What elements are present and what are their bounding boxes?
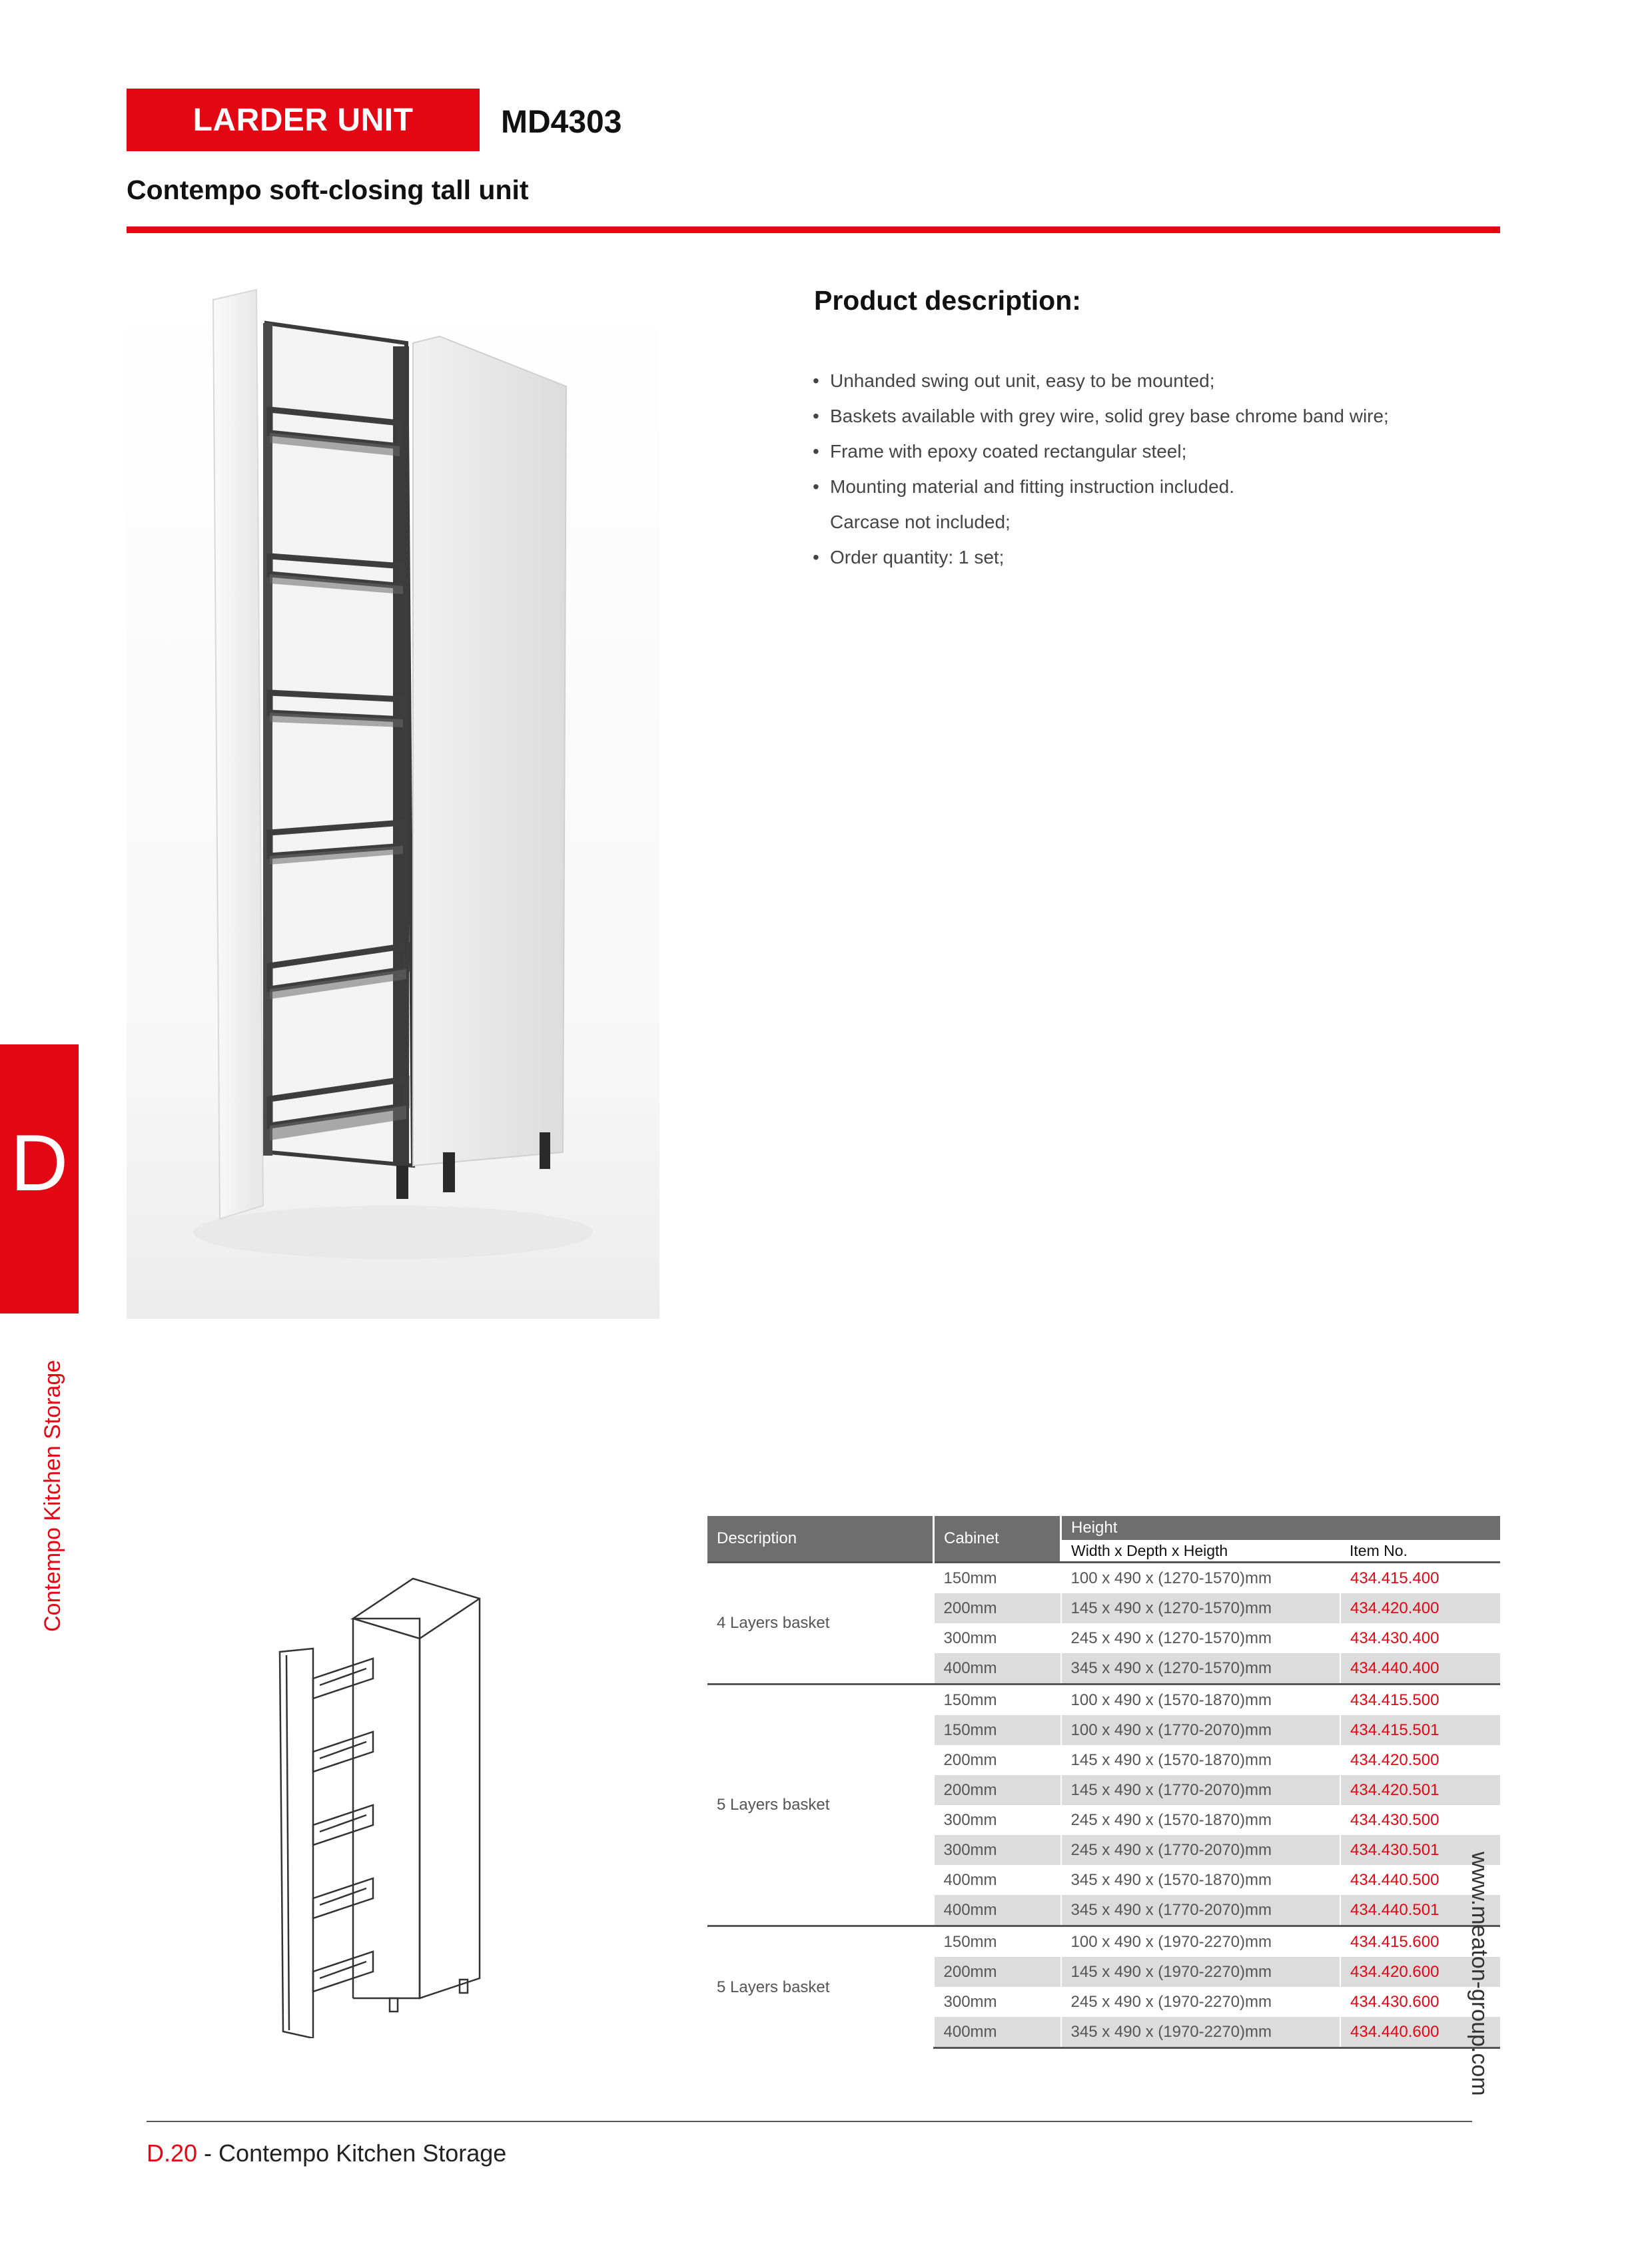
- cell-dimensions: 145 x 490 x (1570-1870)mm: [1061, 1745, 1341, 1775]
- cell-cabinet: 400mm: [934, 1653, 1061, 1684]
- page-footer: [147, 2139, 506, 2167]
- product-subtitle: Contempo soft-closing tall unit: [127, 175, 529, 205]
- cell-item-no: 434.430.600: [1340, 1987, 1500, 2017]
- product-photo: [127, 286, 659, 1319]
- cell-cabinet: 300mm: [934, 1987, 1061, 2017]
- cell-cabinet: 200mm: [934, 1745, 1061, 1775]
- cell-dimensions: 145 x 490 x (1270-1570)mm: [1061, 1593, 1341, 1623]
- cell-cabinet: 200mm: [934, 1957, 1061, 1987]
- cell-item-no: 434.415.500: [1340, 1684, 1500, 1716]
- cell-dimensions: 345 x 490 x (1770-2070)mm: [1061, 1895, 1341, 1926]
- description-title: Product description:: [814, 285, 1081, 316]
- cell-cabinet: 150mm: [934, 1563, 1061, 1594]
- cell-item-no: 434.440.501: [1340, 1895, 1500, 1926]
- description-item: • Unhanded swing out unit, easy to be mounted;: [813, 370, 1215, 391]
- chapter-side-label: Contempo Kitchen Storage: [40, 1359, 65, 1632]
- header-divider: [127, 226, 1500, 233]
- technical-drawing: [266, 1572, 506, 2038]
- footer-section: Contempo Kitchen Storage: [218, 2139, 507, 2167]
- header-height: Height: [1061, 1516, 1501, 1540]
- description-item-text: Baskets available with grey wire, solid grey base chrome band wire;: [830, 406, 1389, 426]
- chapter-letter: D: [10, 1118, 69, 1208]
- cell-cabinet: 400mm: [934, 1865, 1061, 1895]
- table-row: [707, 1563, 1500, 1594]
- group-description: 5 Layers basket: [707, 1926, 934, 2048]
- description-item-text: Unhanded swing out unit, easy to be mounted;: [830, 370, 1215, 391]
- cell-item-no: 434.415.600: [1340, 1926, 1500, 1958]
- description-item: • Order quantity: 1 set;: [813, 547, 1005, 567]
- description-item-text: Order quantity: 1 set;: [830, 547, 1005, 567]
- cell-item-no: 434.415.400: [1340, 1563, 1500, 1594]
- group-description: 4 Layers basket: [707, 1563, 934, 1684]
- description-item: • Mounting material and fitting instruction included.: [813, 476, 1235, 497]
- cell-item-no: 434.430.500: [1340, 1805, 1500, 1835]
- cell-dimensions: 245 x 490 x (1970-2270)mm: [1061, 1987, 1341, 2017]
- table-row: [707, 1926, 1500, 1958]
- cell-item-no: 434.440.400: [1340, 1653, 1500, 1684]
- header-description: Description: [707, 1516, 934, 1563]
- cell-cabinet: 400mm: [934, 2017, 1061, 2048]
- footer-separator: -: [197, 2139, 219, 2167]
- cell-cabinet: 150mm: [934, 1684, 1061, 1716]
- cell-item-no: 434.420.500: [1340, 1745, 1500, 1775]
- cell-dimensions: 100 x 490 x (1970-2270)mm: [1061, 1926, 1341, 1958]
- cell-cabinet: 150mm: [934, 1926, 1061, 1958]
- description-item-text: Frame with epoxy coated rectangular steel;: [830, 441, 1187, 462]
- cell-cabinet: 150mm: [934, 1715, 1061, 1745]
- cell-dimensions: 145 x 490 x (1970-2270)mm: [1061, 1957, 1341, 1987]
- cell-dimensions: 345 x 490 x (1970-2270)mm: [1061, 2017, 1341, 2048]
- cell-cabinet: 400mm: [934, 1895, 1061, 1926]
- specification-table: [707, 1516, 1500, 2049]
- table-row: [707, 1684, 1500, 1716]
- description-item: • Frame with epoxy coated rectangular steel;: [813, 441, 1187, 462]
- cell-item-no: 434.420.501: [1340, 1775, 1500, 1805]
- cell-item-no: 434.430.400: [1340, 1623, 1500, 1653]
- section-badge: LARDER UNIT: [127, 89, 480, 151]
- header-item-no: Item No.: [1340, 1540, 1500, 1563]
- cell-dimensions: 245 x 490 x (1570-1870)mm: [1061, 1805, 1341, 1835]
- description-item-text: Mounting material and fitting instruction included.: [830, 476, 1235, 497]
- description-list: [813, 363, 1479, 575]
- footer-divider: [147, 2121, 1472, 2122]
- cell-item-no: 434.420.400: [1340, 1593, 1500, 1623]
- cell-item-no: 434.430.501: [1340, 1835, 1500, 1865]
- cell-dimensions: 100 x 490 x (1570-1870)mm: [1061, 1684, 1341, 1716]
- group-description: 5 Layers basket: [707, 1684, 934, 1926]
- cell-item-no: 434.415.501: [1340, 1715, 1500, 1745]
- model-number: MD4303: [501, 105, 622, 140]
- cell-cabinet: 300mm: [934, 1805, 1061, 1835]
- page-number: D.20: [147, 2139, 198, 2167]
- cell-cabinet: 200mm: [934, 1775, 1061, 1805]
- header-dimensions: Width x Depth x Heigth: [1061, 1540, 1341, 1563]
- cell-item-no: 434.440.500: [1340, 1865, 1500, 1895]
- description-continuation: Carcase not included;: [830, 512, 1011, 532]
- cell-dimensions: 245 x 490 x (1770-2070)mm: [1061, 1835, 1341, 1865]
- cell-dimensions: 100 x 490 x (1270-1570)mm: [1061, 1563, 1341, 1594]
- cell-dimensions: 345 x 490 x (1570-1870)mm: [1061, 1865, 1341, 1895]
- cell-dimensions: 245 x 490 x (1270-1570)mm: [1061, 1623, 1341, 1653]
- cell-dimensions: 100 x 490 x (1770-2070)mm: [1061, 1715, 1341, 1745]
- cell-cabinet: 200mm: [934, 1593, 1061, 1623]
- cell-item-no: 434.420.600: [1340, 1957, 1500, 1987]
- cell-dimensions: 345 x 490 x (1270-1570)mm: [1061, 1653, 1341, 1684]
- cell-dimensions: 145 x 490 x (1770-2070)mm: [1061, 1775, 1341, 1805]
- cell-cabinet: 300mm: [934, 1835, 1061, 1865]
- cell-cabinet: 300mm: [934, 1623, 1061, 1653]
- cell-item-no: 434.440.600: [1340, 2017, 1500, 2048]
- header-cabinet: Cabinet: [934, 1516, 1061, 1563]
- website-url: www.meaton-group.com: [1467, 1852, 1492, 2096]
- description-item: • Baskets available with grey wire, solid grey base chrome band wire;: [813, 406, 1389, 426]
